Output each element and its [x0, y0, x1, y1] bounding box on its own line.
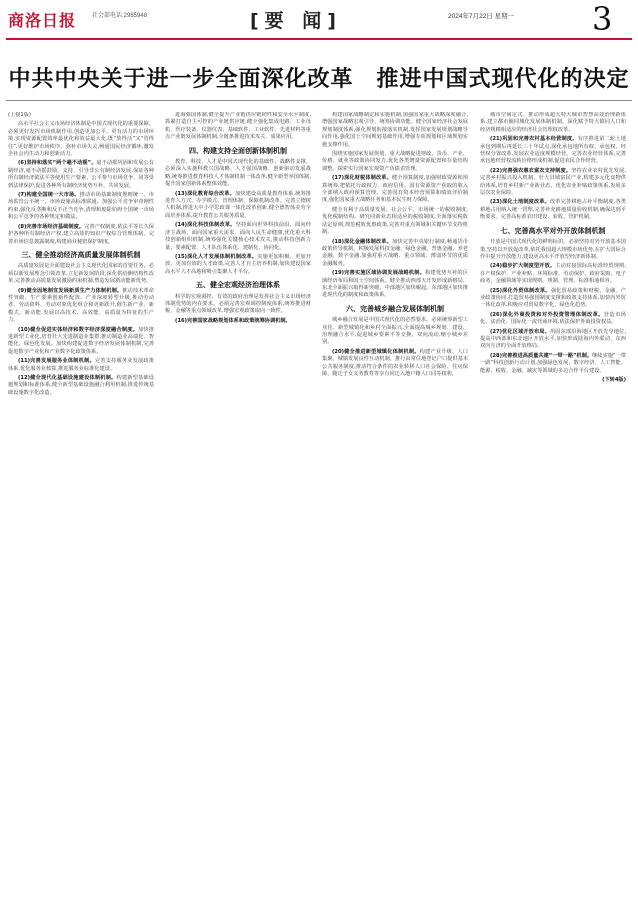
section-heading: (23)深化土地制度改革。: [490, 199, 550, 206]
paragraph: 巩固东部沿海地区开放先导地位,提高中西部和东北地区开放水平,加快形成陆海内外联动、东西双向互济的全面开放格局。: [480, 328, 626, 350]
paragraph: 完善支持服务业发展政策体系,优化服务业核算,推进服务业标准化建设。: [8, 358, 154, 372]
section-heading: (21)巩固和完善农村基本经营制度。: [490, 136, 578, 143]
section-heading: (10)健全促进实体经济和数字经济深度融合制度。: [18, 326, 139, 333]
paragraph: 构建产业升级、人口集聚、城镇发展良性互动机制。推行由常住地登记户口提供基本公共服务制度,推动符合条件的农业转移人口社会保险、住房保障、随迁子女义务教育等享有同迁入地户籍人口同等权利。: [322, 348, 468, 377]
masthead: [0, 0, 638, 38]
paragraph: 加快完善中央银行制度,畅通货币政策传导机制。积极发展科技金融、绿色金融、普惠金融、养老金融、数字金融,加强对重大战略、重点领域、薄弱环节的优质金融服务。: [322, 238, 468, 267]
paragraph: 改革完善耕地占补平衡制度,各类耕地占用纳入统一管理,完善补充耕地质量验收机制,确保达到平衡要求。完善高标准农田建设、验收、管护机制。: [480, 199, 626, 221]
paragraph: 教育、科技、人才是中国式现代化的基础性、战略性支撑。必须深入实施科教兴国战略、人才强国战略、创新驱动发展战略,统筹推进教育科技人才体制机制一体改革,健全新型举国体制,提升国家创新体系整体效能。: [165, 159, 311, 188]
section-heading: (27)优化区域开放布局。: [490, 328, 550, 335]
section-heading: (17)深化财税体制改革。: [332, 175, 392, 182]
paragraph: 构建国家战略制定和实施机制,加强国家重大战略深度融合,增强国家战略宏观引导、统筹协调功能。健全国家经济社会发展规划制度体系,强化规划衔接落实机制,发挥国家发展规划战略导向作用,强化国土空间规划基础作用,增强专项规划和区域规划实施支撑作用。: [322, 112, 468, 148]
section-heading: (9)健全因地制宜发展新质生产力体制机制。: [18, 287, 123, 294]
paragraph: 营造市场化、法治化、国际化一流营商环境,依法保护外商投资权益。: [480, 311, 626, 326]
continuation-source: (上接1版): [8, 112, 31, 118]
section-heading: (22)完善强农惠农富农支持制度。: [490, 167, 572, 174]
paragraph: 推动市场基础制度规则统一、市场监管公平统一、市场设施高标准联通。加强公平竞争审查刚性约束,强化反垄断和反不正当竞争,清理和废除妨碍全国统一市场和公平竞争的各种规定和做法。: [8, 192, 154, 221]
section-heading: (18)深化金融体制改革。: [332, 238, 392, 245]
chapter-heading: 七、完善高水平对外开放体制机制: [500, 226, 606, 235]
section-heading: (16)完善国家战略规划体系和政策统筹协调机制。: [175, 317, 291, 324]
section-heading: (25)深化外贸体制改革。: [490, 287, 551, 294]
paper-name: 商洛日报: [8, 11, 77, 30]
paragraph: 坚持面向世界科技前沿、面向经济主战场、面向国家重大需求、面向人民生命健康,优化重大科技创新组织机制,统筹强化关键核心技术攻关,推动科技创新力量、要素配置、人才队伍体系化、建制化、协同化。: [165, 222, 311, 251]
section-heading: (12)健全现代化基础设施建设体制机制。: [18, 375, 117, 381]
paper-meta: 社会部电话:2985948: [92, 13, 148, 19]
paragraph: 有序推进第二轮土地承包到期后再延长三十年试点,深化承包地所有权、承包权、经营权分置改革,发展农业适度规模经营。完善农业经营体系,完善承包地经营权流转价格形成机制,促进农民合作经营。: [480, 136, 626, 165]
section-heading: (26)深化外商投资和对外投资管理体制改革。: [490, 311, 604, 318]
paragraph: 围绕实施国家发展规划、重大战略促进财政、货币、产业、价格、就业等政策协同发力,优化各类增量资源配置和存量结构调整。探索实行国家宏观资产负债表管理。: [322, 151, 468, 172]
chapter-heading: 六、完善城乡融合发展体制机制: [346, 304, 444, 313]
page-number: 3: [592, 0, 613, 38]
article-column-1: [8, 112, 154, 902]
paragraph: 继续实施“一带一路”科技创新行动计划,加强绿色发展、数字经济、人工智能、能源、税收、金融、减灾等领域的多边合作平台建设。: [480, 352, 626, 374]
paragraph: 高质量发展是全面建设社会主义现代化国家的首要任务。必须以新发展理念引领改革,立足新发展阶段,深化供给侧结构性改革,完善推动高质量发展激励约束机制,塑造发展新动能新优势。: [8, 263, 154, 285]
section-heading: (7)构建全国统一大市场。: [18, 192, 80, 199]
paragraph: 进海强国体制,健全提升产业链供应链韧性和安全水平制度,抓紧打造自主可控的产业链供应链,健全强化集成电路、工业母机、医疗装备、仪器仪表、基础软件、工业软件、先进材料等重点产业链发展体制机制,全链条推进技术攻关、成果应用。: [165, 112, 311, 141]
section-heading: (14)深化科技体制改革。: [175, 222, 236, 229]
section-heading: (11)完善发展服务业体制机制。: [18, 358, 95, 365]
section-heading: (20)健全推进新型城镇化体制机制。: [332, 348, 420, 355]
continued-marker: (下转4版): [602, 377, 626, 383]
paragraph: 健全有利于高质量发展、社会公平、市场统一的税收制度,优化税制结构。研究同新业态相适应的税收制度,全面落实税收法定原则,规范税收优惠政策,完善对重点领域和关键环节支持机制。: [322, 206, 468, 236]
section-heading: (6)坚持和落实“两个毫不动摇”。: [18, 160, 97, 167]
paragraph: 主动对接国际高标准经贸规则,在产权保护、产业补贴、环境标准、劳动保护、政府采购、电子商务、金融领域等实现规则、规制、管理、标准相通相容。: [480, 263, 626, 285]
paragraph: 构建优势互补的区域经济布局和国土空间体系。健全推动西部大开发形成新格局、东北全面振兴取得新突破、中部地区加快崛起、东部地区加快推进现代化的制度和政策体系。: [322, 270, 468, 299]
section-heading: (19)完善实施区域协调发展战略机制。: [332, 270, 426, 277]
paragraph: 强化贸易政策和财税、金融、产业政策协同,打造贸易强国制度支撑和政策支持体系,加快内外贸一体化改革,积极应对贸易数字化、绿色化趋势。: [480, 287, 626, 309]
section-heading: (13)深化教育综合改革。: [175, 190, 235, 197]
article-column-2: [165, 112, 311, 902]
section-heading: (24)稳步扩大制度型开放。: [490, 263, 556, 270]
headline-rule: [6, 100, 632, 101]
paragraph: 高水平社会主义市场经济体制是中国式现代化的重要保障。必须更好发挥市场机制作用,创造更加公平、更有活力的市场环境,实现资源配置效率最优化和效益最大化,既“放得活”又“管得住”,更好维护市场秩序、弥补市场失灵,畅通国民经济循环,激发全社会内生动力和创新活力。: [8, 121, 154, 158]
paragraph: 城市空间定式、推动形成超大特大城市智慧高效治理新体系,建立都市圈同城化发展体制机制。深化赋予特大镇同人口和经济规模相适应的经济社会管理权改革。: [480, 112, 626, 133]
paragraph: 毫不动摇巩固和发展公有制经济,毫不动摇鼓励、支持、引导非公有制经济发展,保证各种所有制经济依法平等使用生产要素、公平参与市场竞争、同等受到法律保护,促进各种所有制经济优势互补、共同发展。: [8, 160, 154, 189]
chapter-heading: 三、健全推动经济高质量发展体制机制: [21, 250, 141, 259]
article-column-3: [322, 112, 468, 902]
paragraph: 坚持农业农村优先发展,完善乡村振兴投入机制。壮大县域富民产业,构建多元化食物供给体系,培育乡村新产业新业态。优化农业补贴政策体系,发展多层次农业保险。: [480, 167, 626, 197]
chapter-heading: 四、构建支持全面创新体制机制: [189, 146, 287, 155]
chapter-heading: 五、健全宏观经济治理体系: [196, 281, 280, 290]
paragraph: 完善产权制度,依法平等长久保护各种所有制经济产权,建立高效的知识产权综合管理体制。完善市场信息披露制度,构建商业秘密保护制度。: [8, 223, 154, 245]
article-column-4: [480, 112, 626, 902]
paragraph: 加快建设高质量教育体系,统筹推进育人方式、办学模式、管理体制、保障机制改革。完善立德树人机制,推进大中小学思政课一体化改革创新,健全德智体美劳全面培养体系,提升教育公共服务质量。: [165, 190, 311, 219]
paragraph: 构建新型基础设施规划和标准体系,健全新型基础设施融合利用机制,推进传统基础设施数字化改造。: [8, 375, 154, 396]
paragraph: 健全预算制度,加强财政资源和预算统筹,把依托行政权力、政府信用、国有资源资产获取的收入全部纳入政府预算管理。完善国有资本经营预算和绩效评价制度,强化国家重大战略任务和基本民生财力保障。: [322, 175, 468, 204]
section-heading: (28)完善推进高质量共建“一带一路”机制。: [490, 352, 593, 359]
paragraph: 科学的宏观调控、有效的政府治理是发挥社会主义市场经济体制优势的内在要求。必须完善宏观调控制度体系,统筹推进财税、金融等重点领域改革,增强宏观政策取向一致性。: [165, 293, 311, 315]
date-line: 2024年7月22日 星期一: [448, 13, 515, 20]
main-headline: 中共中央关于进一步全面深化改革 推进中国式现代化的决定: [8, 67, 630, 92]
section-heading: (15)深化人才发展体制机制改革。: [175, 253, 258, 260]
paragraph: 实施更加积极、更加开放、更加有效的人才政策,完善人才自主培养机制,加快建设国家高水平人才高地和吸引集聚人才平台。: [165, 253, 311, 275]
section-heading: (8)完善市场经济基础制度。: [18, 223, 85, 230]
paragraph: 城乡融合发展是中国式现代化的必然要求。必须统筹新型工业化、新型城镇化和乡村全面振兴,全面提高城乡规划、建设、治理融合水平,促进城乡要素平等交换、双向流动,缩小城乡差别。: [322, 317, 468, 346]
paragraph: 推动技术革命性突破、生产要素创新性配置、产业深度转型升级,推动劳动者、劳动资料、劳动对象优化组合和更新跃升,催生新产业、新模式、新动能,发展以高技术、高效能、高质量为特征的生产力。: [8, 287, 154, 324]
section-title: [要 闻]: [250, 10, 342, 32]
paragraph: 加快推进新型工业化,培育壮大先进制造业集群,推动制造业高端化、智能化、绿色化发展。加快构建促进数字经济发展体制机制,完善促进数字产业化和产业数字化政策体系。: [8, 326, 154, 355]
masthead-rule: [6, 38, 632, 40]
paragraph: 开放是中国式现代化的鲜明标识。必须坚持对外开放基本国策,坚持以开放促改革,依托我国超大规模市场优势,在扩大国际合作中提升开放能力,建设更高水平开放型经济新体制。: [480, 239, 626, 260]
